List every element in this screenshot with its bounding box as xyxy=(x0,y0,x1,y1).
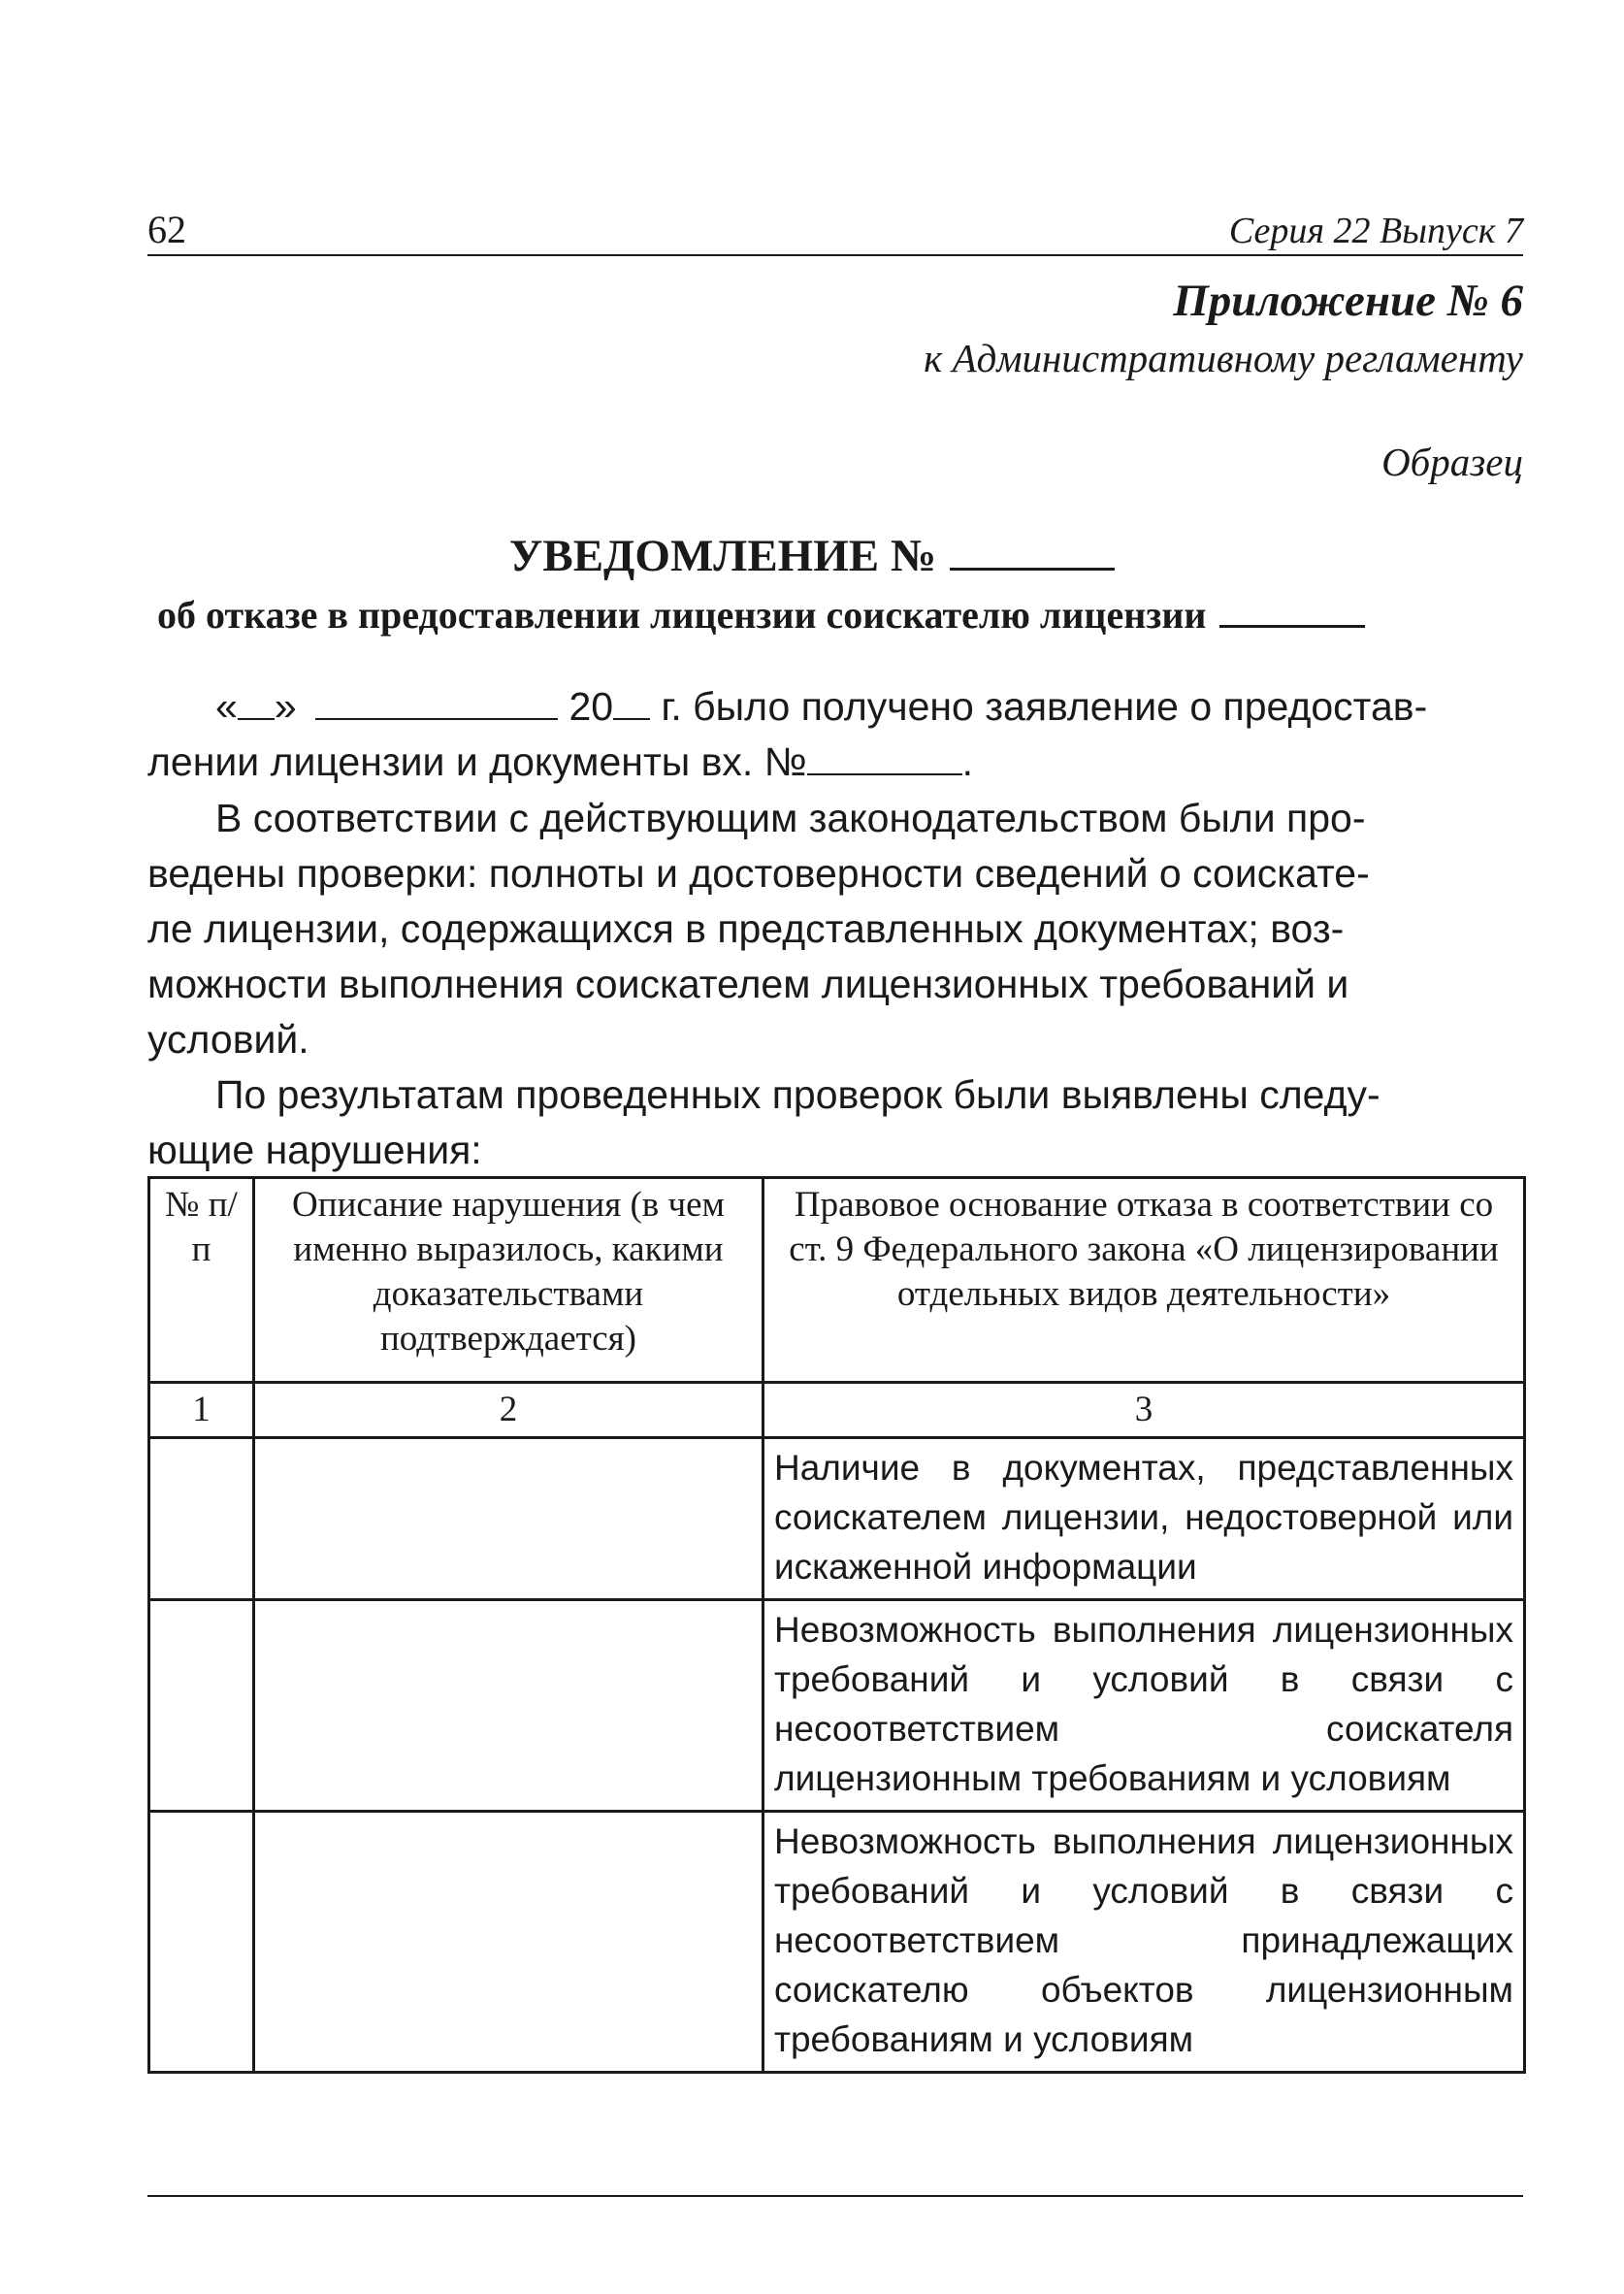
footer-divider xyxy=(147,2195,1523,2197)
annex-title: Приложение № 6 xyxy=(1173,276,1523,326)
header-cell-basis: Правовое основание отказа в соответствии со ст. 9 Федерального закона «О лицензировании отдельных видов деятельности» xyxy=(763,1178,1525,1383)
table-row xyxy=(149,1600,1525,1812)
row-number-cell[interactable] xyxy=(149,1438,254,1600)
notice-subtitle xyxy=(157,592,1365,638)
year-blank xyxy=(613,685,650,720)
notice-title xyxy=(0,529,1624,582)
received-text-1: г. было получено заявление о предостав- xyxy=(661,684,1428,729)
page-header xyxy=(147,204,1523,256)
received-text-2: лении лицензии и документы вх. № xyxy=(147,739,807,784)
paragraph-received xyxy=(147,679,1523,790)
incoming-number-blank xyxy=(807,740,962,775)
column-number-row xyxy=(149,1383,1525,1438)
checks-line: В соответствии с действующим законодательством были про- xyxy=(215,796,1366,840)
day-blank xyxy=(238,685,275,720)
notice-number-blank xyxy=(950,529,1115,571)
notice-title-text: УВЕДОМЛЕНИЕ № xyxy=(508,531,937,581)
quote-open: « xyxy=(215,684,238,729)
results-line: По результатам проведенных проверок были выявлены следу- xyxy=(215,1072,1380,1117)
checks-line: можности выполнения соискателем лицензионных требований и xyxy=(147,962,1349,1006)
row-basis-cell: Невозможность выполнения лицензионных требований и условий в связи с несоответствием принадлежащих соискателю объектов лицензионным требованиям и условиям xyxy=(763,1812,1525,2073)
column-number: 2 xyxy=(254,1383,763,1438)
table-row xyxy=(149,1438,1525,1600)
row-basis-cell: Невозможность выполнения лицензионных требований и условий в связи с несоответствием соискателя лицензионным требованиям и условиям xyxy=(763,1600,1525,1812)
notice-subtitle-text: об отказе в предоставлении лицензии соискателю лицензии xyxy=(157,593,1207,637)
results-line: ющие нарушения: xyxy=(147,1128,482,1172)
checks-line: ле лицензии, содержащихся в представленных документах; воз- xyxy=(147,906,1345,951)
table-header-row xyxy=(149,1178,1525,1383)
column-number: 1 xyxy=(149,1383,254,1438)
paragraph-checks xyxy=(147,791,1523,1067)
year-prefix: 20 xyxy=(568,684,614,729)
header-cell-number: № п/п xyxy=(149,1178,254,1383)
violations-table xyxy=(147,1176,1526,2074)
checks-line: ведены проверки: полноты и достоверности сведений о соискате- xyxy=(147,851,1370,896)
quote-close: » xyxy=(274,684,297,729)
header-cell-description: Описание нарушения (в чем именно выразилось, какими доказательствами подтверждается) xyxy=(254,1178,763,1383)
period: . xyxy=(961,739,974,784)
row-description-cell[interactable] xyxy=(254,1812,763,2073)
page-number: 62 xyxy=(147,208,186,251)
paragraph-results xyxy=(147,1067,1523,1178)
applicant-blank xyxy=(1219,594,1365,628)
row-number-cell[interactable] xyxy=(149,1600,254,1812)
row-description-cell[interactable] xyxy=(254,1438,763,1600)
annex-subtitle: к Административному регламенту xyxy=(924,336,1523,380)
row-description-cell[interactable] xyxy=(254,1600,763,1812)
month-blank xyxy=(315,685,558,720)
checks-line: условий. xyxy=(147,1017,309,1062)
column-number: 3 xyxy=(763,1383,1525,1438)
row-basis-cell: Наличие в документах, представленных соискателем лицензии, недостоверной или искаженной информации xyxy=(763,1438,1525,1600)
series-label: Серия 22 Выпуск 7 xyxy=(1228,211,1523,251)
sample-label: Образец xyxy=(1381,440,1523,484)
table-row xyxy=(149,1812,1525,2073)
row-number-cell[interactable] xyxy=(149,1812,254,2073)
